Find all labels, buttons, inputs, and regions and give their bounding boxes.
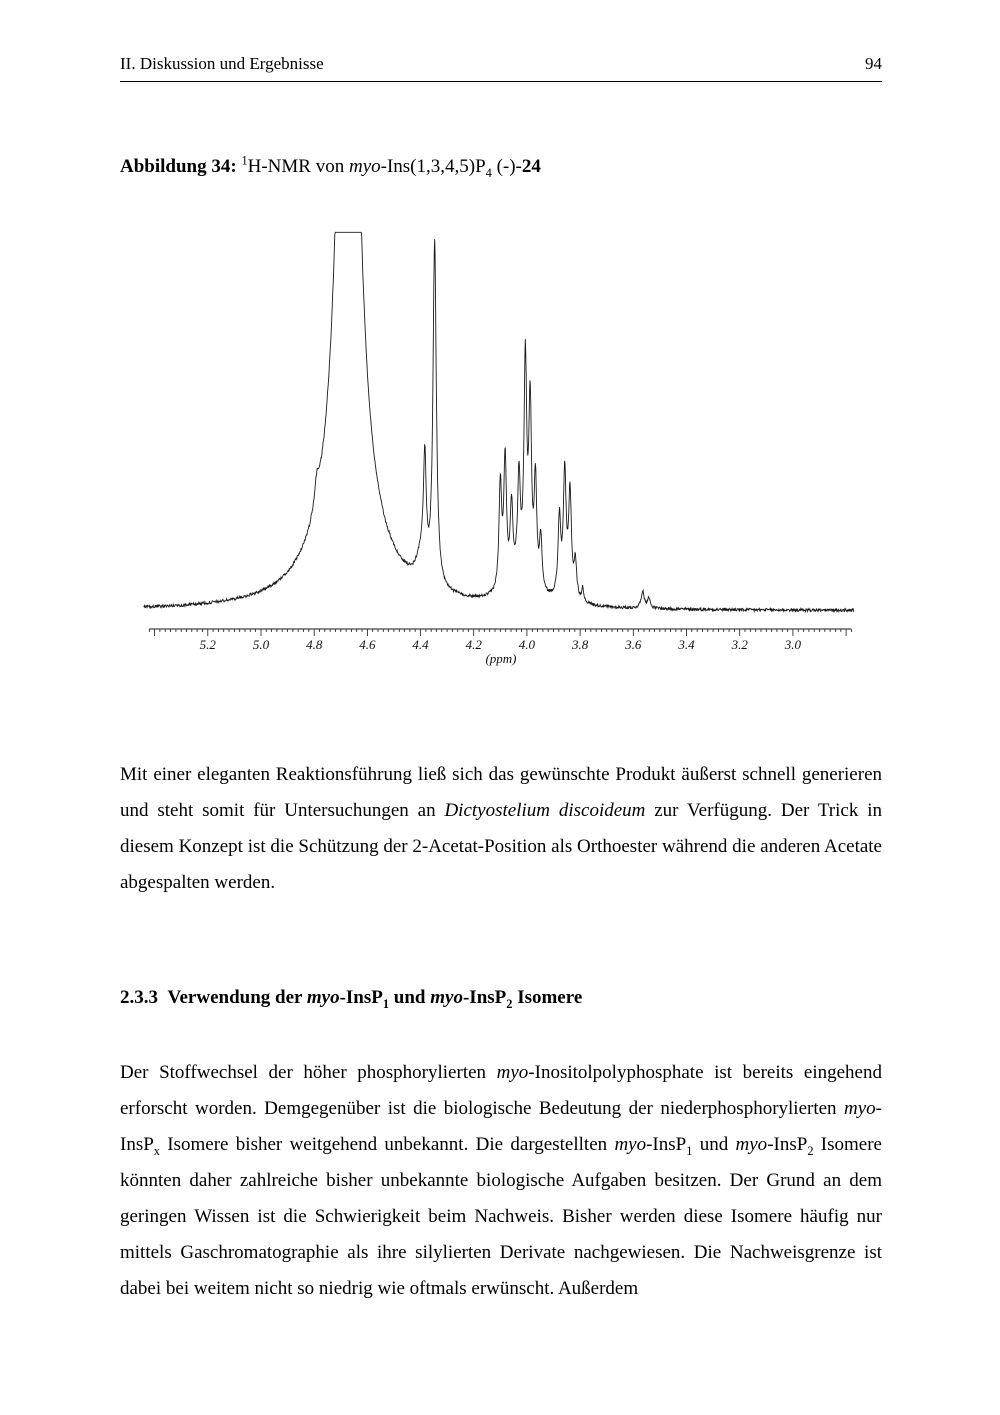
paragraph-metabolism: Der Stoffwechsel der höher phosphorylierten myo-Inositolpolyphosphate ist bereits eingehend erforscht worden. Demgegenüber ist die biologische Bedeutung der niederphosphorylierten myo-InsP$_x$ Isomere bisher weitgehend unbekannt. Die dargestellten myo-InsP$_1$ und myo-InsP$_2$ Isomere könnten daher zahlreiche bisher unbekannte biologische Aufgaben besitzen. Der Grund an dem geringen Wissen ist die Schwierigkeit beim Nachweis. Bisher werden diese Isomere häufig nur mittels Gaschromatographie als ihre silylierten Derivate nachgewiesen. Die Nachweisgrenze ist dabei bei weitem nicht so niedrig wie oftmals erwünscht. Außerdem — [120, 1062, 882, 1299]
nmr-figure — [120, 222, 882, 667]
page-header — [120, 54, 882, 82]
svg-text:3.8: 3.8 — [571, 637, 589, 652]
svg-text:3.6: 3.6 — [625, 637, 642, 652]
page-number: 94 — [865, 54, 882, 73]
svg-text:5.2: 5.2 — [199, 637, 216, 652]
section-heading: 2.3.3 Verwendung der myo-InsP$_1$ und myo-InsP$_2$ Isomere — [120, 987, 583, 1011]
svg-text:4.4: 4.4 — [412, 637, 429, 652]
svg-text:3.0: 3.0 — [784, 637, 802, 652]
nmr-spectrum-svg — [120, 222, 882, 667]
figure-caption: Abbildung 34: $^1$H-NMR von myo-$Ins(1,3,4,5)P_4$ (-)-24 — [120, 153, 541, 180]
x-axis-label: (ppm) — [485, 651, 517, 666]
svg-text:5.0: 5.0 — [252, 637, 270, 652]
svg-text:4.8: 4.8 — [306, 637, 323, 652]
svg-text:4.6: 4.6 — [359, 637, 376, 652]
svg-text:4.0: 4.0 — [518, 637, 536, 652]
svg-text:3.4: 3.4 — [678, 637, 695, 652]
header-section-title: II. Diskussion und Ergebnisse — [120, 54, 324, 73]
svg-text:3.2: 3.2 — [731, 637, 748, 652]
svg-text:4.2: 4.2 — [465, 637, 482, 652]
paragraph-reaction: Mit einer eleganten Reaktionsführung ließ sich das gewünschte Produkt äußerst schnell generieren und steht somit für Untersuchungen an Dictyostelium discoideum zur Verfügung. Der Trick in diesem Konzept ist die Schützung der 2-Acetat-Position als Orthoester während die anderen Acetate abgespalten werden. — [120, 764, 882, 893]
